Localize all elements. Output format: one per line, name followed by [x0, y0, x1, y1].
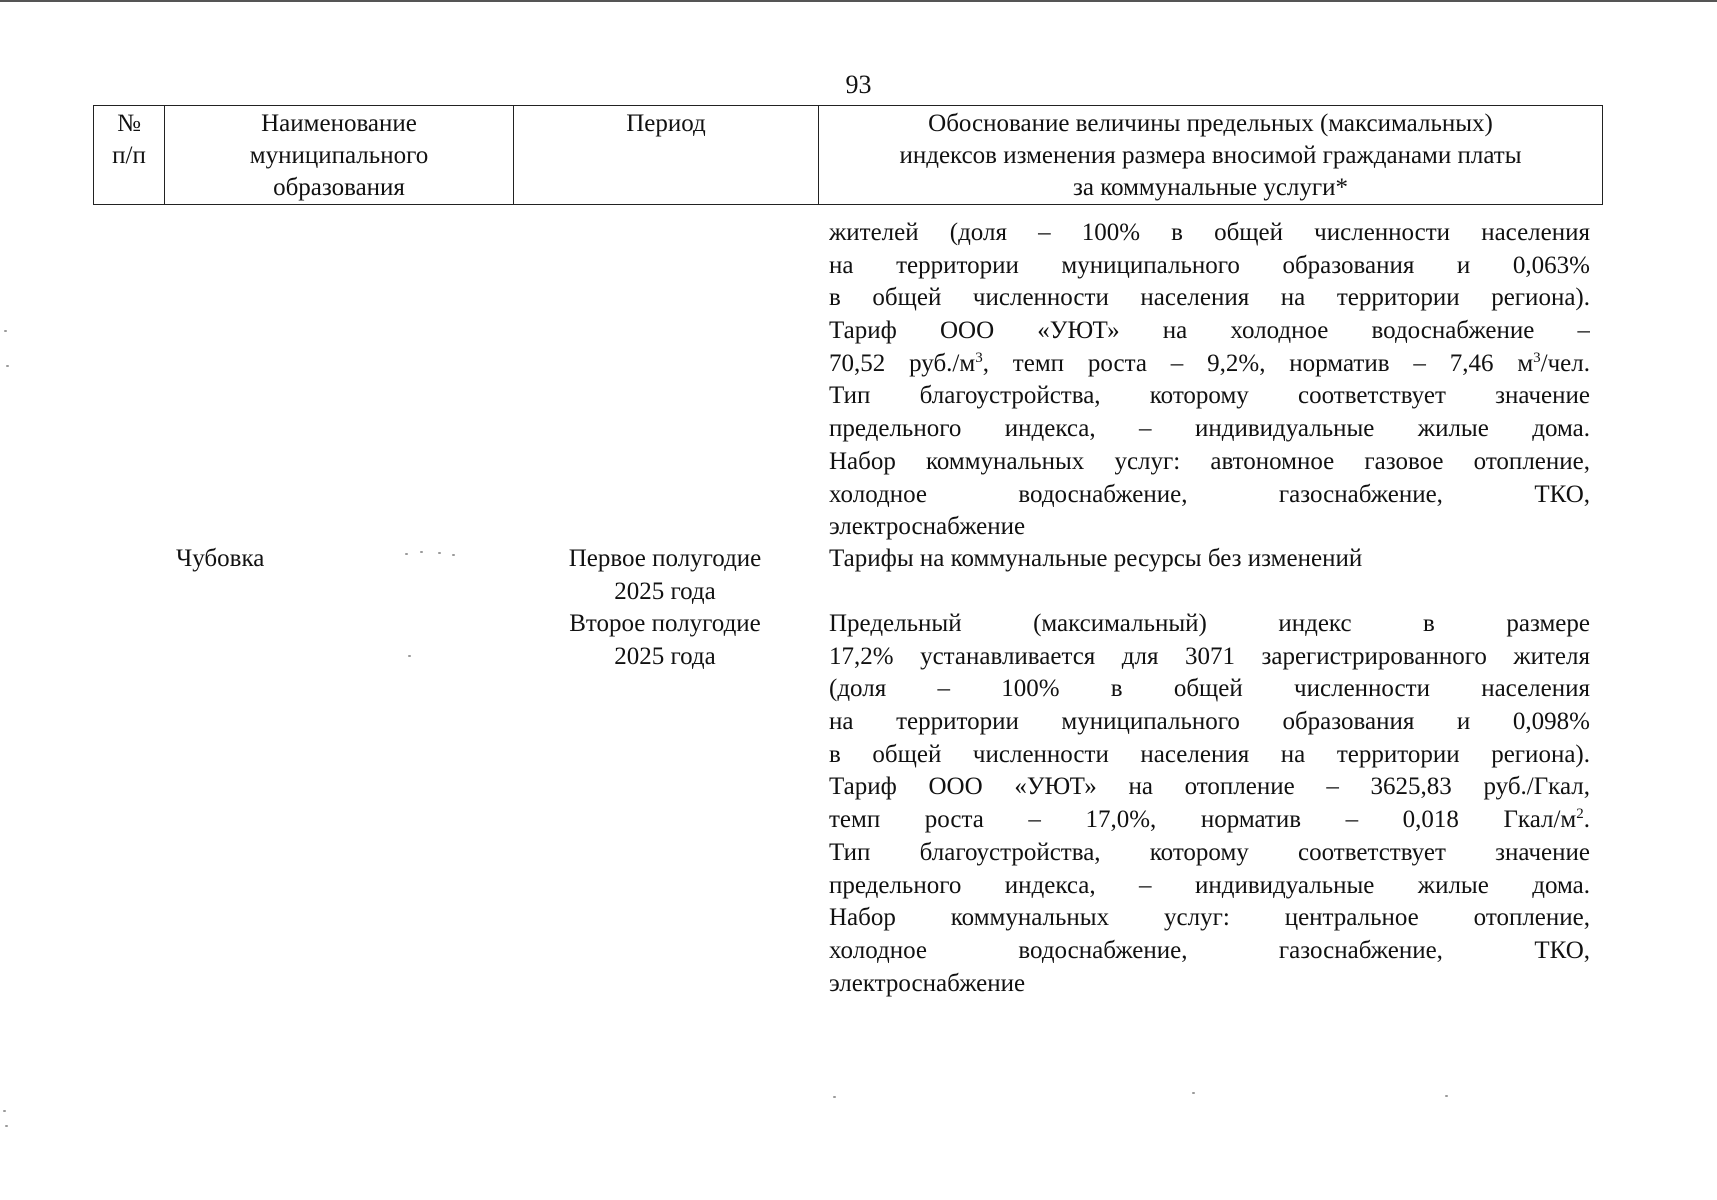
scan-speck: [4, 330, 7, 332]
reason-line: электроснабжение: [829, 513, 1026, 541]
reason-line: Набор коммунальных услуг: автономное газовое отопление,: [829, 447, 1590, 475]
period-line: Первое полугодие: [568, 545, 762, 572]
reason-line: Тип благоустройства, которому соответствует значение: [829, 382, 1590, 410]
page-number: 93: [845, 70, 872, 99]
reason-line: электроснабжение: [829, 969, 1026, 997]
period-second-half: [510, 608, 820, 673]
header-number-line: №: [117, 110, 141, 137]
reason-line: 70,52 $руб./м^3$, темп роста – 9,2%, норматив – 7,46 $м^3$/чел.: [829, 349, 1590, 377]
header-municipality-line: Наименование: [261, 110, 417, 137]
reason-line: на территории муниципального образования и 0,098%: [829, 708, 1590, 736]
reason-line: предельного индекса, – индивидуальные жилые дома.: [829, 871, 1590, 899]
scan-speck: [452, 554, 455, 556]
period-line: 2025 года: [614, 642, 716, 670]
reason-line: на территории муниципального образования и 0,063%: [829, 251, 1590, 279]
header-municipality: [165, 106, 514, 205]
scan-speck: [420, 551, 423, 553]
scan-speck: [5, 1125, 8, 1127]
period-line: 2025 года: [614, 577, 716, 605]
reason-first-half: Тарифы на коммунальные ресурсы без изменений: [829, 545, 1363, 572]
header-reason-line: за коммунальные услуги*: [1072, 174, 1349, 201]
scan-speck: [3, 1110, 6, 1112]
reason-line: жителей (доля – 100% в общей численности населения: [829, 219, 1590, 246]
scan-speck: [6, 365, 9, 367]
scan-speck: [438, 552, 441, 554]
reason-line: (доля – 100% в общей численности населения: [829, 675, 1590, 703]
municipality-name: Чубовка: [176, 545, 265, 572]
scan-speck: [1445, 1095, 1448, 1097]
page-top-edge: [0, 0, 1717, 2]
continued-reason-text: [829, 217, 1590, 544]
reason-line: Тариф ООО «УЮТ» на холодное водоснабжение –: [829, 317, 1590, 345]
reason-line: Предельный (максимальный) индекс в размере: [829, 610, 1590, 637]
header-municipality-line: муниципального: [249, 142, 429, 169]
reason-line: 17,2% устанавливается для 3071 зарегистрированного жителя: [829, 642, 1590, 670]
table-header: [93, 105, 1603, 205]
header-reason: [819, 106, 1603, 205]
reason-line: холодное водоснабжение, газоснабжение, ТКО,: [829, 936, 1590, 964]
header-number: [94, 106, 165, 205]
scan-speck: [833, 1096, 836, 1098]
header-period-line: Период: [626, 110, 706, 137]
header-municipality-line: образования: [273, 174, 405, 201]
header-period: [514, 106, 819, 205]
reason-line: в общей численности населения на территории региона).: [829, 284, 1590, 312]
header-reason-line: Обоснование величины предельных (максимальных): [928, 110, 1493, 137]
reason-second-half: [829, 608, 1590, 1000]
scan-speck: [405, 553, 408, 555]
reason-line: Набор коммунальных услуг: центральное отопление,: [829, 904, 1590, 932]
period-first-half: [510, 543, 820, 608]
reason-line: предельного индекса, – индивидуальные жилые дома.: [829, 415, 1590, 443]
period-line: Второе полугодие: [569, 610, 761, 637]
header-row: [94, 106, 1603, 205]
reason-line: холодное водоснабжение, газоснабжение, ТКО,: [829, 480, 1590, 508]
reason-line: Тип благоустройства, которому соответствует значение: [829, 838, 1590, 866]
reason-line: Тариф ООО «УЮТ» на отопление – 3625,83 руб./Гкал,: [829, 773, 1590, 801]
header-number-line: п/п: [112, 142, 146, 169]
header-reason-line: индексов изменения размера вносимой гражданами платы: [899, 142, 1522, 169]
scan-speck: [408, 655, 411, 657]
reason-line: в общей численности населения на территории региона).: [829, 740, 1590, 768]
reason-line: темп роста – 17,0%, норматив – 0,018 Гкал/$м^2$.: [829, 806, 1590, 834]
scan-speck: [1192, 1092, 1195, 1094]
